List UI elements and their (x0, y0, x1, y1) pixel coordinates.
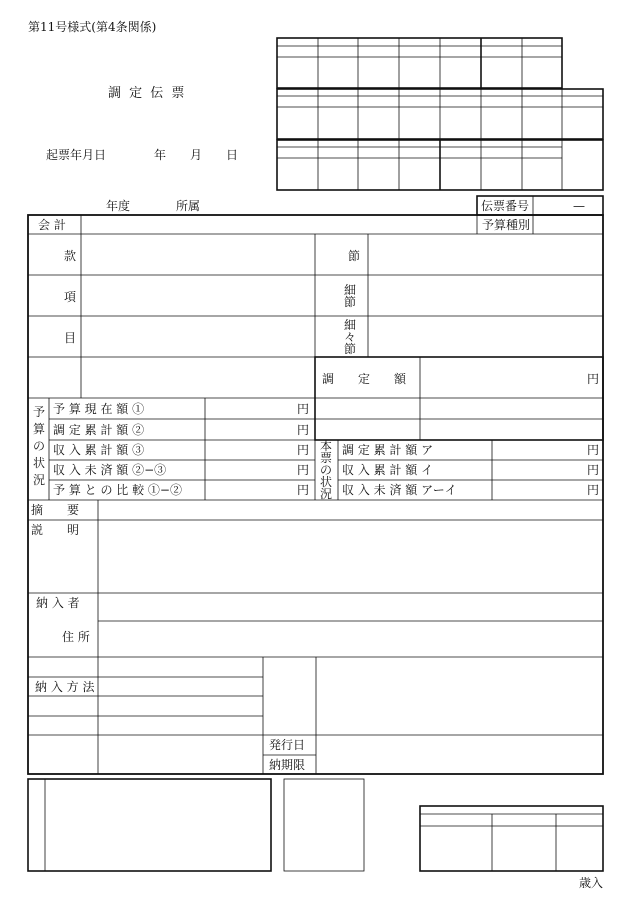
fiscal-year-label: 年度 (106, 199, 131, 213)
this-yen-3: 円 (587, 483, 600, 497)
address-label: 住 所 (62, 630, 90, 644)
date-label: 起票年月日 (46, 148, 107, 162)
this-status-label: 本 票 の 状 況 (319, 439, 332, 501)
chotei-label: 調 定 額 (322, 372, 407, 386)
budget-row-5: 予 算 と の 比 較 ①−② (53, 483, 182, 497)
slip-number-label: 伝票番号 (481, 199, 530, 213)
this-row-2: 収 入 累 計 額 イ (342, 463, 434, 477)
this-yen-2: 円 (587, 463, 600, 477)
this-row-3: 収 入 未 済 額 アーイ (342, 483, 457, 497)
budget-row-3: 収 入 累 計 額 ③ (53, 443, 145, 457)
moku-label: 目 (64, 331, 77, 345)
setsumei-label: 説 明 (31, 523, 80, 537)
budget-yen-5: 円 (297, 483, 310, 497)
account-label: 会 計 (38, 218, 66, 232)
this-row-1: 調 定 累 計 額 ア (342, 443, 434, 457)
budget-yen-4: 円 (297, 463, 310, 477)
budget-yen-2: 円 (297, 423, 310, 437)
setsu-label: 節 (348, 249, 361, 263)
budget-yen-3: 円 (297, 443, 310, 457)
budget-row-1: 予 算 現 在 額 ① (53, 402, 145, 416)
due-date-label: 納期限 (269, 758, 306, 772)
sainyu-label: 歳入 (579, 876, 604, 890)
form-title: 調 定 伝 票 (108, 86, 187, 101)
kan-label: 款 (64, 249, 77, 263)
budget-yen-1: 円 (297, 402, 310, 416)
year-label: 年 (154, 148, 167, 162)
chotei-yen: 円 (587, 372, 600, 386)
slip-number-value: — (573, 199, 585, 213)
saisaisetsu-label: 細 々 節 (343, 318, 356, 356)
pay-method-label: 納 入 方 法 (35, 680, 95, 694)
kou-label: 項 (64, 290, 77, 304)
issue-date-label: 発行日 (269, 738, 306, 752)
affiliation-label: 所属 (176, 199, 201, 213)
day-label: 日 (226, 148, 239, 162)
budget-type-label: 予算種別 (482, 218, 531, 232)
budget-status-label: 予 算 の 状 況 (32, 405, 45, 487)
budget-row-2: 調 定 累 計 額 ② (53, 423, 145, 437)
tekiyo-label: 摘 要 (31, 503, 80, 517)
this-yen-1: 円 (587, 443, 600, 457)
form-number: 第11号様式(第4条関係) (28, 20, 157, 34)
saisetsu-label: 細 節 (343, 283, 356, 309)
month-label: 月 (190, 148, 203, 162)
budget-row-4: 収 入 未 済 額 ②−③ (53, 463, 167, 477)
payer-label: 納 入 者 (36, 596, 80, 610)
